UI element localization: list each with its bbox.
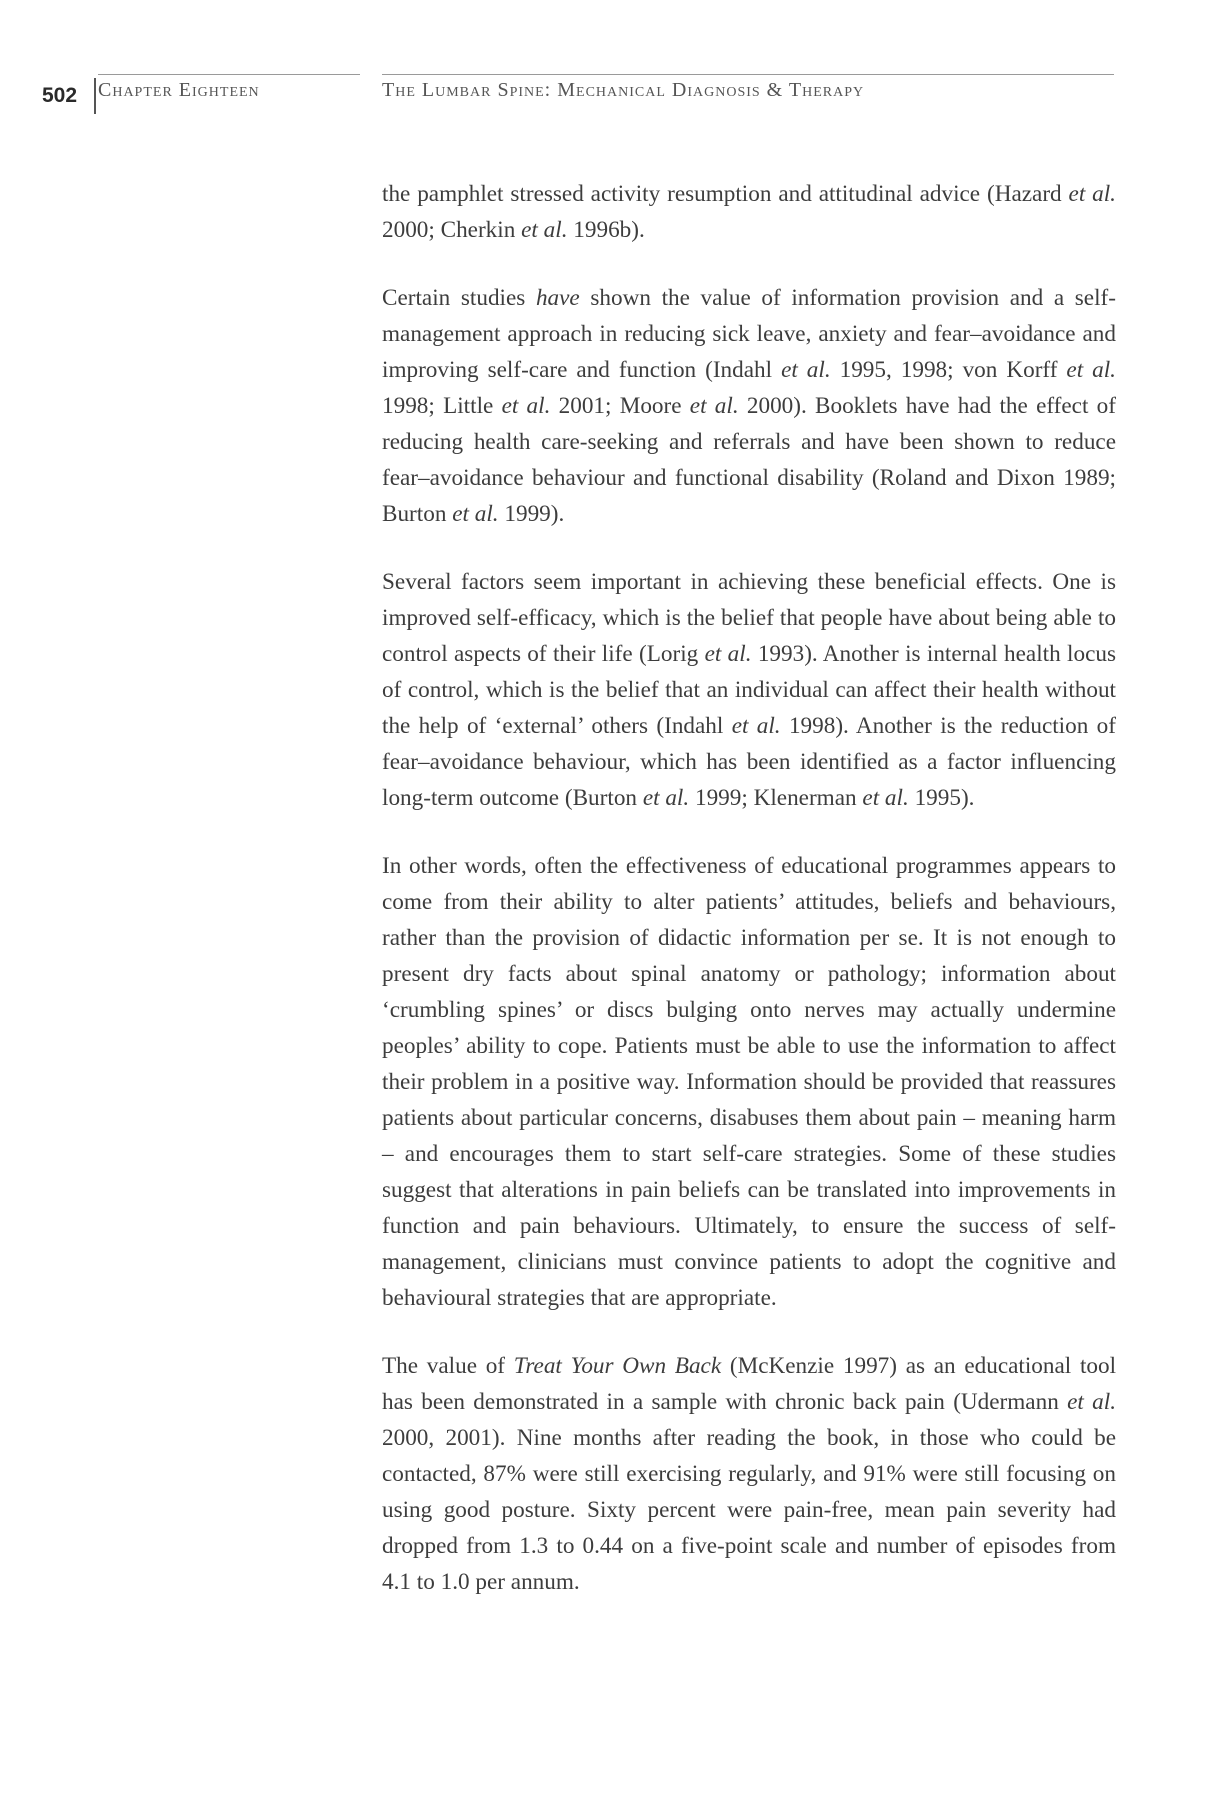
italic-text: et al. xyxy=(862,785,909,811)
header-divider xyxy=(94,78,96,114)
italic-text: et al. xyxy=(704,641,752,667)
running-header xyxy=(0,0,1215,120)
italic-text: Treat Your Own Back xyxy=(513,1353,722,1379)
text-run: The value of xyxy=(382,1353,514,1379)
text-run: 1998; Little xyxy=(382,393,502,419)
italic-text: et al. xyxy=(521,217,568,243)
body-text xyxy=(382,176,1116,1600)
paragraph xyxy=(382,1348,1116,1600)
italic-text: et al. xyxy=(689,393,739,419)
text-run: 1998). Another is the reduction of fear–avoidance behaviour, which has been identified as a factor influencing long-term outcome (Burton xyxy=(382,713,1116,811)
italic-text: have xyxy=(535,285,580,311)
paragraph xyxy=(382,280,1116,532)
text-run: 1996b). xyxy=(567,217,645,243)
text-run: Several factors seem important in achieving these beneficial effects. One is improved self-efficacy, which is the belief that people have about being able to control aspects of their life (Lorig xyxy=(382,569,1116,667)
italic-text: et al. xyxy=(1066,357,1116,383)
text-run: Certain studies xyxy=(382,285,536,311)
paragraph xyxy=(382,848,1116,1316)
page-number: 502 xyxy=(42,84,78,107)
text-run: 1999). xyxy=(498,501,565,527)
text-run: (McKenzie 1997) as an educational tool has been demonstrated in a sample with chronic back pain (Udermann xyxy=(382,1353,1117,1415)
text-run: 1999; Klenerman xyxy=(689,785,863,811)
book-title: The Lumbar Spine: Mechanical Diagnosis & Therapy xyxy=(382,79,865,101)
text-run: 2000; Cherkin xyxy=(382,217,522,243)
italic-text: et al. xyxy=(452,501,499,527)
text-run: 2001; Moore xyxy=(550,393,690,419)
header-rule-left xyxy=(98,74,360,75)
text-run: 2000, 2001). Nine months after reading the book, in those who could be contacted, 87% were still exercising regularly, and 91% were still focusing on using good posture. Sixty percent were pain-free, mean pain severity had dropped from 1.3 to 0.44 on a five-point scale and number of episodes from 4.1 to 1.0 per annum. xyxy=(382,1425,1116,1595)
italic-text: et al. xyxy=(1068,181,1116,207)
text-run: the pamphlet stressed activity resumption and attitudinal advice (Hazard xyxy=(382,181,1069,207)
italic-text: et al. xyxy=(1067,1389,1116,1415)
text-run: 1995, 1998; von Korff xyxy=(830,357,1067,383)
italic-text: et al. xyxy=(731,713,781,739)
italic-text: et al. xyxy=(501,393,551,419)
italic-text: et al. xyxy=(642,785,690,811)
text-run: 1995). xyxy=(908,785,975,811)
header-rule-right xyxy=(382,74,1114,75)
paragraph xyxy=(382,176,1116,248)
text-run: 2000). Booklets have had the effect of reducing health care-seeking and referrals and have been shown to reduce fear–avoidance behaviour and functional disability (Roland and Dixon 1989; Burton xyxy=(382,393,1116,527)
italic-text: et al. xyxy=(781,357,831,383)
text-run: shown the value of information provision and a self-management approach in reducing sick leave, anxiety and fear–avoidance and improving self-care and function (Indahl xyxy=(382,285,1116,383)
paragraph xyxy=(382,564,1116,816)
text-run: In other words, often the effectiveness of educational programmes appears to come from their ability to alter patients’ attitudes, beliefs and behaviours, rather than the provision of didactic information per se. It is not enough to present dry facts about spinal anatomy or pathology; information about ‘crumbling spines’ or discs bulging onto nerves may actually undermine peoples’ ability to cope. Patients must be able to use the information to affect their problem in a positive way. Information should be provided that reassures patients about particular concerns, disabuses them about pain – meaning harm – and encourages them to start self-care strategies. Some of these studies suggest that alterations in pain beliefs can be translated into improvements in function and pain behaviours. Ultimately, to ensure the success of self-management, clinicians must convince patients to adopt the cognitive and behavioural strategies that are appropriate. xyxy=(382,853,1116,1311)
chapter-label: Chapter Eighteen xyxy=(98,79,260,101)
text-run: 1993). Another is internal health locus of control, which is the belief that an individual can affect their health without the help of ‘external’ others (Indahl xyxy=(382,641,1116,739)
